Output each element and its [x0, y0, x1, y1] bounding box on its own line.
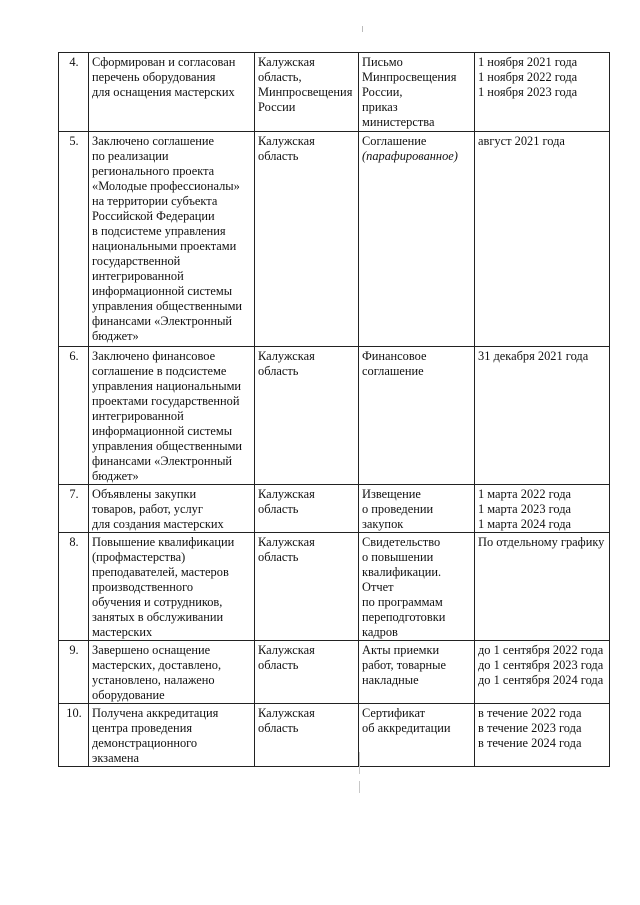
table-row — [59, 485, 610, 533]
row-number: 4. — [59, 53, 89, 132]
deadline-cell: август 2021 года — [475, 132, 610, 347]
deadline-cell: По отдельному графику — [475, 533, 610, 641]
scan-artifact-line — [359, 752, 360, 774]
document-cell: Письмо Минпросвещения России, приказ министерства — [359, 53, 475, 132]
document-cell — [359, 132, 475, 347]
responsible-cell: Калужская область — [255, 641, 359, 704]
document-cell: Извещение о проведении закупок — [359, 485, 475, 533]
row-number: 7. — [59, 485, 89, 533]
deadline-cell: 1 марта 2022 года 1 марта 2023 года 1 марта 2024 года — [475, 485, 610, 533]
document-cell: Финансовое соглашение — [359, 347, 475, 485]
event-cell: Получена аккредитация центра проведения демонстрационного экзамена — [89, 704, 255, 767]
table-row — [59, 132, 610, 347]
table-row — [59, 53, 610, 132]
deadline-cell: 1 ноября 2021 года 1 ноября 2022 года 1 ноября 2023 года — [475, 53, 610, 132]
row-number: 5. — [59, 132, 89, 347]
document-text: Соглашение — [362, 134, 427, 148]
event-cell: Заключено финансовое соглашение в подсистеме управления национальными проектами государственной интегрированной информационной системы управления общественными финансами «Электронный бюджет» — [89, 347, 255, 485]
event-cell: Заключено соглашение по реализации регионального проекта «Молодые профессионалы» на территории субъекта Российской Федерации в подсистеме управления национальными проектами государственной интегрированной информационной системы управления общественными финансами «Электронный бюджет» — [89, 132, 255, 347]
deadline-cell: в течение 2022 года в течение 2023 года в течение 2024 года — [475, 704, 610, 767]
responsible-cell: Калужская область — [255, 533, 359, 641]
plan-table — [58, 52, 610, 767]
event-cell: Повышение квалификации (профмастерства) преподавателей, мастеров производственного обучения и сотрудников, занятых в обслуживании мастерских — [89, 533, 255, 641]
document-cell: Акты приемки работ, товарные накладные — [359, 641, 475, 704]
table-row — [59, 641, 610, 704]
document-note: (парафированное) — [362, 149, 458, 163]
responsible-cell: Калужская область — [255, 704, 359, 767]
table-row — [59, 347, 610, 485]
row-number: 8. — [59, 533, 89, 641]
event-cell: Сформирован и согласован перечень оборудования для оснащения мастерских — [89, 53, 255, 132]
event-cell: Объявлены закупки товаров, работ, услуг для создания мастерских — [89, 485, 255, 533]
scan-artifact-line — [359, 781, 360, 793]
responsible-cell: Калужская область — [255, 485, 359, 533]
responsible-cell: Калужская область, Минпросвещения России — [255, 53, 359, 132]
row-number: 6. — [59, 347, 89, 485]
event-cell: Завершено оснащение мастерских, доставлено, установлено, налажено оборудование — [89, 641, 255, 704]
scan-mark — [362, 26, 363, 32]
document-cell: Сертификат об аккредитации — [359, 704, 475, 767]
responsible-cell: Калужская область — [255, 132, 359, 347]
table-row — [59, 704, 610, 767]
document-cell: Свидетельство о повышении квалификации. Отчет по программам переподготовки кадров — [359, 533, 475, 641]
responsible-cell: Калужская область — [255, 347, 359, 485]
table-row — [59, 533, 610, 641]
row-number: 10. — [59, 704, 89, 767]
deadline-cell: до 1 сентября 2022 года до 1 сентября 2023 года до 1 сентября 2024 года — [475, 641, 610, 704]
row-number: 9. — [59, 641, 89, 704]
deadline-cell: 31 декабря 2021 года — [475, 347, 610, 485]
